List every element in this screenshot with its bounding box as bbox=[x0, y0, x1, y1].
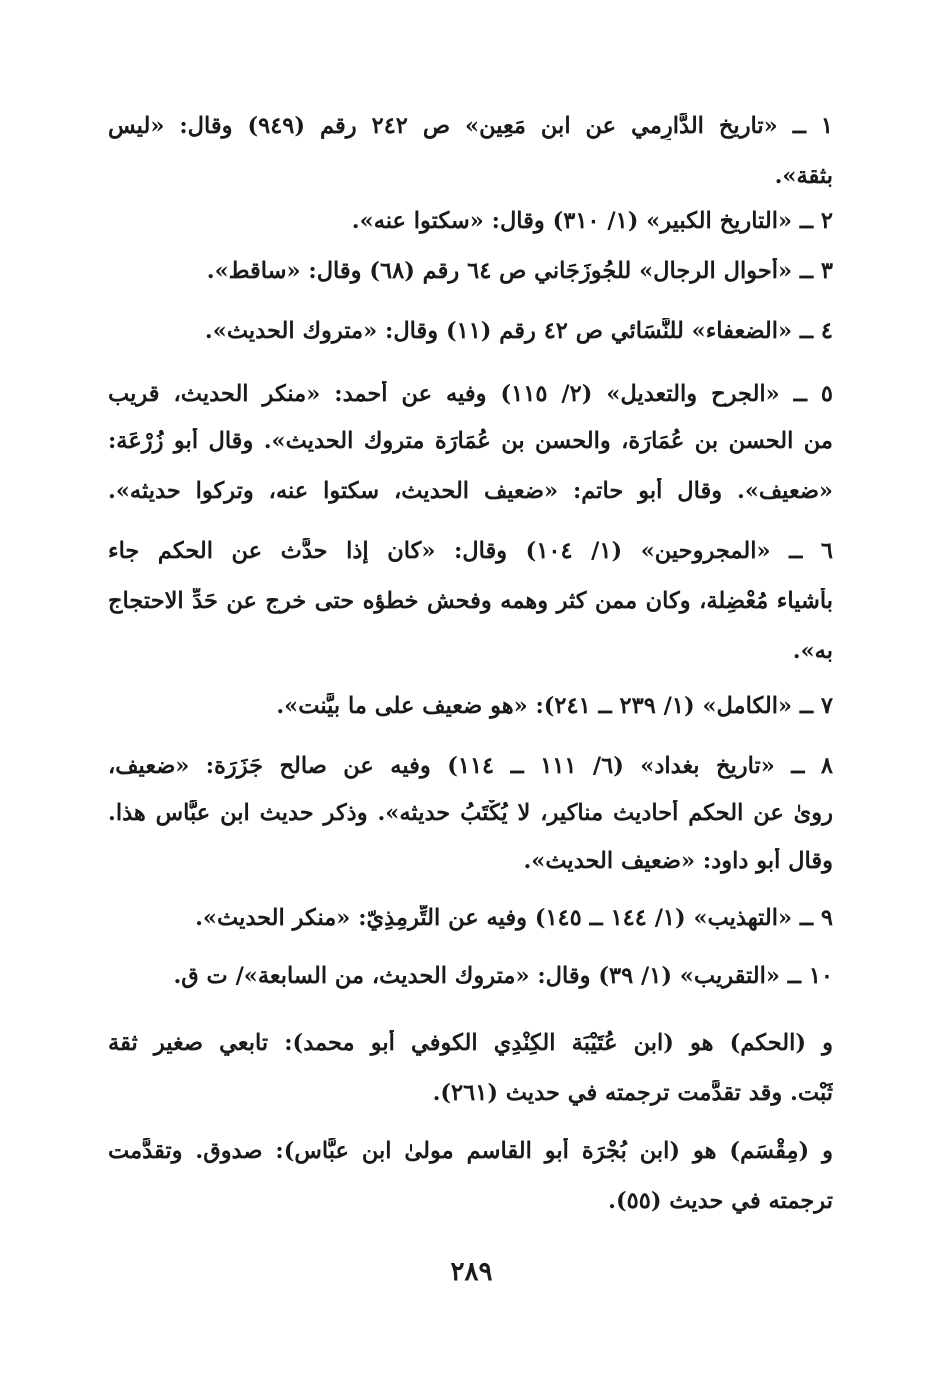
note-hakam-line-2: ثَبْت. وقد تقدَّمت ترجمته في حديث (٢٦١). bbox=[432, 1080, 833, 1106]
footnote-9: ٩ ــ «التهذيب» (١/ ١٤٤ ــ ١٤٥) وفيه عن التِّرمِذِيّ: «منكر الحديث». bbox=[195, 905, 833, 931]
footnote-10: ١٠ ــ «التقريب» (١/ ٣٩) وقال: «متروك الحديث، من السابعة»/ ت ق. bbox=[173, 963, 833, 989]
footnote-7: ٧ ــ «الكامل» (١/ ٢٣٩ ــ ٢٤١): «هو ضعيف على ما بيَّنت». bbox=[276, 693, 833, 719]
footnote-4: ٤ ــ «الضعفاء» للنَّسَائي ص ٤٢ رقم (١١) وقال: «متروك الحديث». bbox=[204, 318, 833, 344]
page-number: ٢٨٩ bbox=[450, 1257, 493, 1287]
footnote-1-line-1: ١ ــ «تاريخ الدَّارِمي عن ابن مَعِين» ص ٢٤٢ رقم (٩٤٩) وقال: «ليس bbox=[108, 113, 833, 139]
footnote-5-line-3: «ضعيف». وقال أبو حاتم: «ضعيف الحديث، سكتوا عنه، وتركوا حديثه». bbox=[108, 478, 833, 504]
note-hakam-line-1: و (الحكم) هو (ابن عُتَيْبَة الكِنْدِي الكوفي أبو محمد): تابعي صغير ثقة bbox=[108, 1030, 833, 1056]
footnote-8-line-2: روىٰ عن الحكم أحاديث مناكير، لا يُكْتَبُ حديثه». وذكر حديث ابن عبَّاس هذا. bbox=[108, 800, 833, 826]
footnote-5-line-2: من الحسن بن عُمَارَة، والحسن بن عُمَارَة متروك الحديث». وقال أبو زُرْعَة: bbox=[108, 428, 833, 454]
note-miqsam-line-1: و (مِقْسَم) هو (ابن بُجْرَة أبو القاسم مولىٰ ابن عبَّاس): صدوق. وتقدَّمت bbox=[108, 1138, 833, 1164]
footnote-3: ٣ ــ «أحوال الرجال» للجُوزَجَاني ص ٦٤ رقم (٦٨) وقال: «ساقط». bbox=[206, 258, 833, 284]
footnote-5-line-1: ٥ ــ «الجرح والتعديل» (٢/ ١١٥) وفيه عن أحمد: «منكر الحديث، قريب bbox=[108, 381, 833, 407]
footnote-6-line-1: ٦ ــ «المجروحين» (١/ ١٠٤) وقال: «كان إذا حدَّث عن الحكم جاء bbox=[108, 538, 833, 564]
footnote-6-line-3: به». bbox=[792, 638, 833, 664]
note-miqsam-line-2: ترجمته في حديث (٥٥). bbox=[608, 1188, 833, 1214]
footnote-6-line-2: بأشياء مُعْضِلة، وكان ممن كثر وهمه وفحش خطؤه حتى خرج عن حَدِّ الاحتجاج bbox=[108, 588, 833, 614]
footnote-1-line-2: بثقة». bbox=[774, 163, 833, 189]
footnote-2: ٢ ــ «التاريخ الكبير» (١/ ٣١٠) وقال: «سكتوا عنه». bbox=[351, 208, 833, 234]
footnote-8-line-1: ٨ ــ «تاريخ بغداد» (٦/ ١١١ ــ ١١٤) وفيه عن صالح جَزَرَة: «ضعيف، bbox=[108, 753, 833, 779]
footnote-8-line-3: وقال أبو داود: «ضعيف الحديث». bbox=[523, 848, 833, 874]
